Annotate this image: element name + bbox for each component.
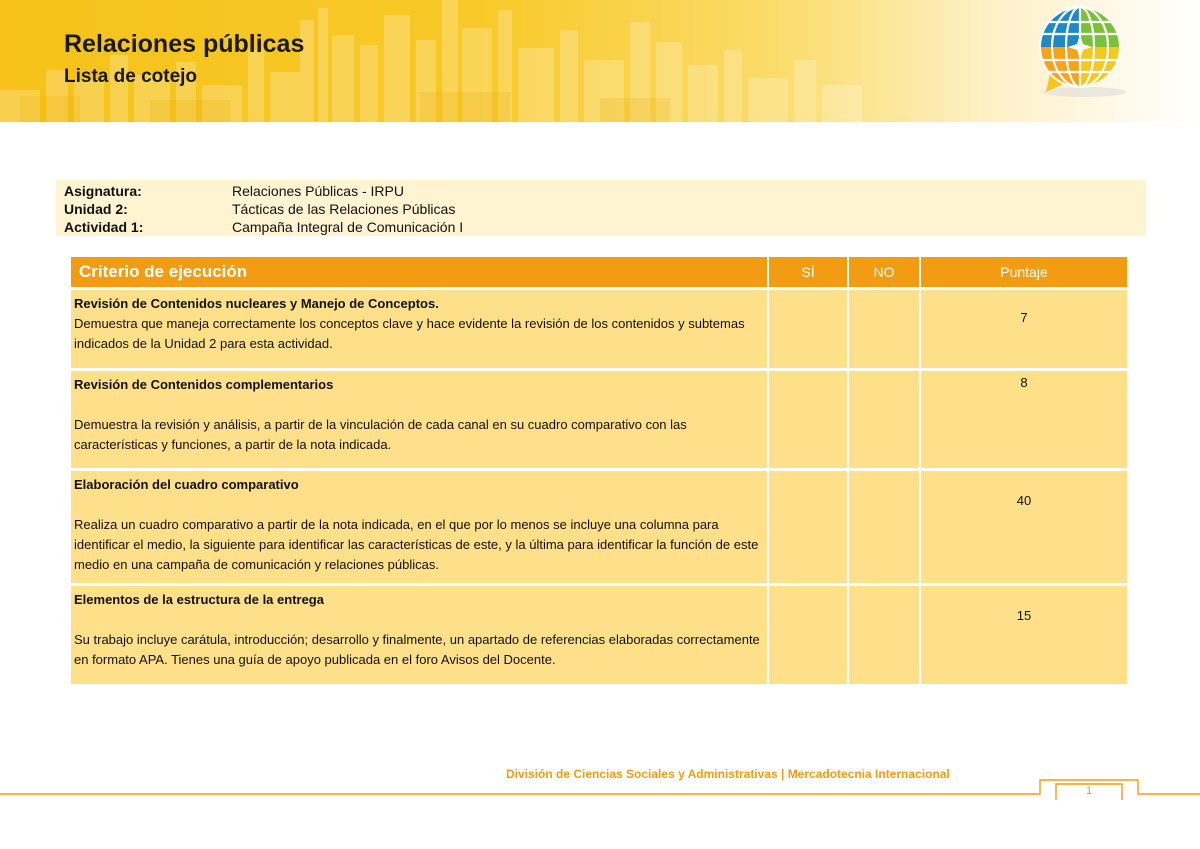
info-label: Actividad 1: (64, 219, 144, 235)
criterion-description: Su trabajo incluye carátula, introducción; desarrollo y finalmente, un apartado de referencias elaboradas correctamente en formato APA. Tienes una guía de apoyo publicada en el foro Avisos del Docente. (74, 632, 760, 667)
header-no: NO (849, 257, 919, 287)
score-cell: 7 (921, 290, 1127, 368)
info-value: Campaña Integral de Comunicación I (232, 219, 464, 235)
si-checkbox-cell[interactable] (769, 290, 847, 368)
page-subtitle: Lista de cotejo (64, 66, 198, 87)
criterion-title: Elaboración del cuadro comparativo (74, 477, 299, 492)
criterion-description: Realiza un cuadro comparativo a partir de la nota indicada, en el que por lo menos se incluye una columna para identificar el medio, la siguiente para identificar las características de este, y la última para identificar la función de este medio en una campaña de comunicación y relaciones públicas. (74, 517, 759, 572)
header-puntaje: Puntaje (921, 257, 1127, 287)
si-checkbox-cell[interactable] (769, 586, 847, 684)
criterion-description: Demuestra que maneja correctamente los conceptos clave y hace evidente la revisión de los contenidos y subtemas indicados de la Unidad 2 para esta actividad. (74, 316, 745, 351)
table-row-criterion (71, 586, 767, 684)
criterion-description: Demuestra la revisión y análisis, a partir de la vinculación de cada canal en su cuadro comparativo con las características y funciones, a partir de la nota indicada. (74, 417, 687, 452)
page-number: 1 (1085, 785, 1093, 797)
score-cell: 15 (921, 586, 1127, 684)
no-checkbox-cell[interactable] (849, 471, 919, 583)
no-checkbox-cell[interactable] (849, 371, 919, 468)
criterion-title: Revisión de Contenidos complementarios (74, 377, 334, 392)
activity-info-box (56, 180, 1146, 236)
no-checkbox-cell[interactable] (849, 290, 919, 368)
footer-division-text: División de Ciencias Sociales y Administrativas | Mercadotecnia Internacional (506, 767, 950, 781)
footer-rule (0, 774, 1200, 804)
info-label: Asignatura: (64, 183, 142, 199)
info-value: Relaciones Públicas - IRPU (232, 183, 404, 199)
table-row-criterion (71, 471, 767, 583)
page-title: Relaciones públicas (64, 30, 305, 58)
criterion-title: Revisión de Contenidos nucleares y Manejo de Conceptos. (74, 296, 439, 311)
criterion-title: Elementos de la estructura de la entrega (74, 592, 324, 607)
header-si: SÍ (769, 257, 847, 287)
city-skyline-graphic (0, 0, 1200, 122)
info-label: Unidad 2: (64, 201, 128, 217)
score-cell: 8 (921, 371, 1127, 468)
globe-logo-icon (1028, 2, 1138, 98)
table-row-criterion (71, 290, 767, 368)
no-checkbox-cell[interactable] (849, 586, 919, 684)
si-checkbox-cell[interactable] (769, 471, 847, 583)
table-row-criterion (71, 371, 767, 468)
header-criterio: Criterio de ejecución (71, 257, 767, 287)
score-cell: 40 (921, 471, 1127, 583)
info-value: Tácticas de las Relaciones Públicas (232, 201, 456, 217)
si-checkbox-cell[interactable] (769, 371, 847, 468)
header-banner (0, 0, 1200, 122)
